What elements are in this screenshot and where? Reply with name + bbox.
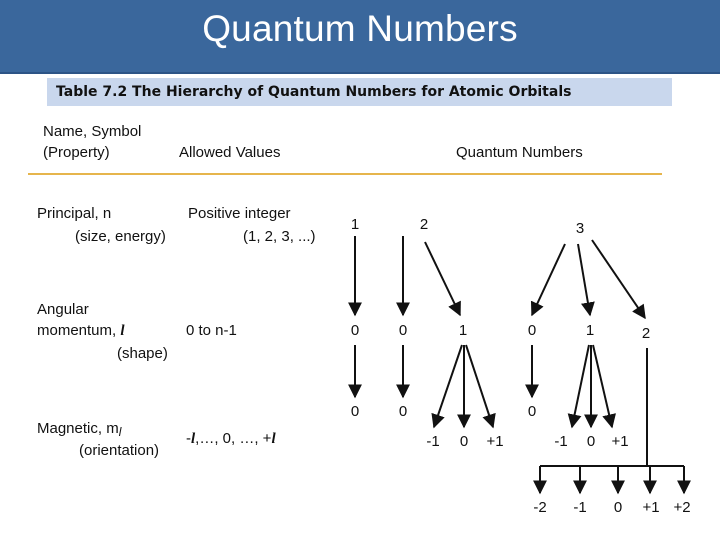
ml-value: +1 bbox=[642, 499, 660, 516]
arrow-l1-mlp1 bbox=[466, 345, 493, 427]
arrow-n3-l1 bbox=[578, 244, 590, 315]
l-value: 0 bbox=[398, 322, 408, 339]
arrow-n3-l1-mlm1 bbox=[572, 345, 589, 427]
angular-name-line2: momentum, l bbox=[37, 322, 125, 339]
ml-value: 0 bbox=[527, 403, 537, 420]
l-value: 0 bbox=[350, 322, 360, 339]
principal-name: Principal, n bbox=[37, 205, 112, 222]
ml-value: -2 bbox=[533, 499, 547, 516]
ml-value: 0 bbox=[350, 403, 360, 420]
ml-value: +1 bbox=[486, 433, 504, 450]
ml-value: +2 bbox=[673, 499, 691, 516]
l-value: 0 bbox=[527, 322, 537, 339]
header-property: (Property) bbox=[43, 144, 110, 161]
arrow-n2-l1 bbox=[425, 242, 460, 315]
arrow-n3-l0 bbox=[532, 244, 565, 315]
header-quantum-numbers: Quantum Numbers bbox=[456, 144, 583, 161]
principal-property: (size, energy) bbox=[75, 228, 166, 245]
magnetic-allowed: -l,…, 0, …, +l bbox=[186, 430, 276, 447]
principal-allowed-line1: Positive integer bbox=[188, 205, 291, 222]
angular-property: (shape) bbox=[117, 345, 168, 362]
ml-value: 0 bbox=[398, 403, 408, 420]
l-value: 1 bbox=[458, 322, 468, 339]
n-value: 1 bbox=[350, 216, 360, 233]
l-value: 1 bbox=[585, 322, 595, 339]
ml-value: -1 bbox=[554, 433, 568, 450]
header-name-symbol: Name, Symbol bbox=[43, 123, 142, 140]
ml-value: -1 bbox=[426, 433, 440, 450]
table-caption: Table 7.2 The Hierarchy of Quantum Numbers for Atomic Orbitals bbox=[47, 78, 672, 106]
n-value: 3 bbox=[575, 220, 585, 237]
magnetic-property: (orientation) bbox=[79, 442, 160, 459]
header-allowed-values: Allowed Values bbox=[179, 144, 281, 161]
page-title: Quantum Numbers bbox=[202, 8, 518, 49]
ml-value: 0 bbox=[586, 433, 596, 450]
principal-allowed-line2: (1, 2, 3, ...) bbox=[243, 228, 316, 245]
ml-value: -1 bbox=[573, 499, 587, 516]
arrow-l1-mlm1 bbox=[434, 345, 462, 427]
l-value: 2 bbox=[641, 325, 651, 342]
angular-name-line1: Angular bbox=[37, 301, 89, 318]
n-value: 2 bbox=[419, 216, 429, 233]
arrow-n3-l2 bbox=[592, 240, 645, 318]
angular-allowed: 0 to n-1 bbox=[186, 322, 237, 339]
arrow-n3-l1-mlp1 bbox=[593, 345, 612, 427]
ml-value: +1 bbox=[611, 433, 629, 450]
ml-value: 0 bbox=[459, 433, 469, 450]
ml-value: 0 bbox=[613, 499, 623, 516]
magnetic-name: Magnetic, $m_l$ bbox=[37, 420, 122, 439]
